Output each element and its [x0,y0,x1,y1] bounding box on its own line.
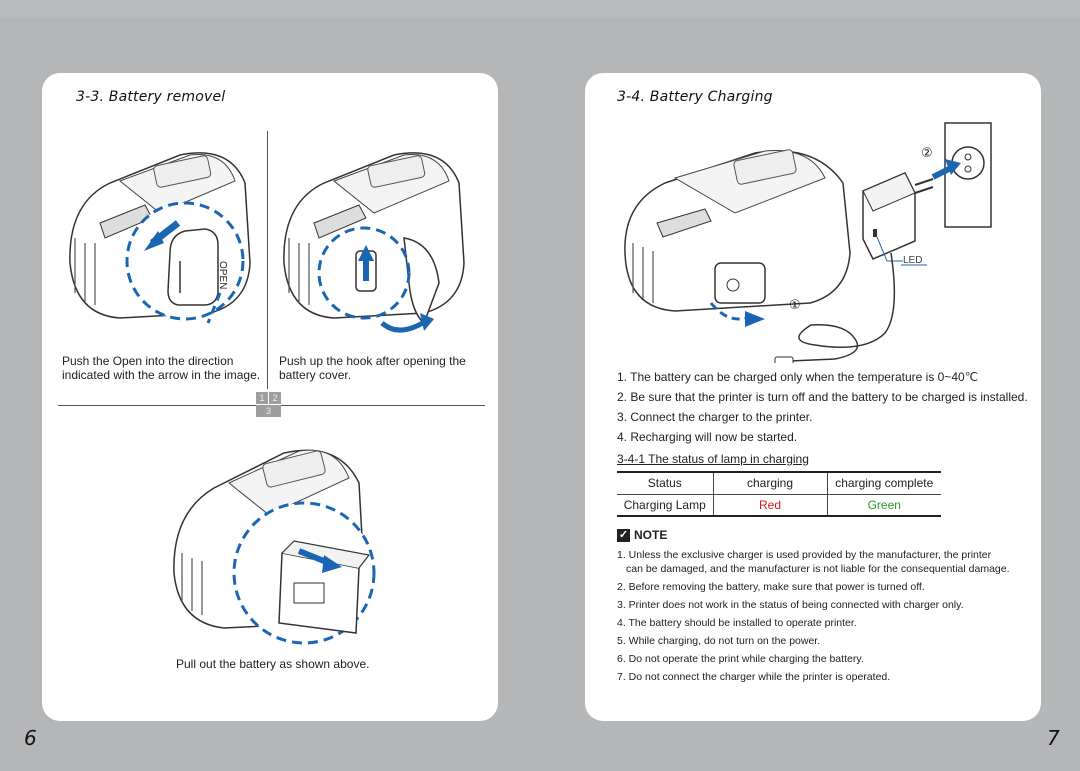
note-item: 3. Printer does not work in the status of being connected with charger only. [617,599,964,611]
charging-step: 1. The battery can be charged only when the temperature is 0~40℃ [617,370,979,384]
note-text-continued: can be damaged, and the manufacturer is not liable for the consequential damage. [626,563,1010,575]
lamp-red-cell: Red [713,494,827,516]
section-title-battery-removal: 3-3. Battery removel [76,89,226,105]
table-header: charging complete [835,476,934,491]
left-page-card [42,73,498,721]
page-number-left: 6 [24,726,37,750]
table-header: Status [617,472,713,494]
step-1: 1 [256,392,268,404]
note-label: NOTE [634,528,668,542]
note-item: 4. The battery should be installed to operate printer. [617,617,857,629]
note-text: 1. Unless the exclusive charger is used provided by the manufacturer, the printer [617,549,992,561]
table-row [617,494,941,516]
open-button-label: OPEN [217,261,228,290]
lamp-status-table [617,471,941,517]
caption-push-open: Push the Open into the direction indicated with the arrow in the image. [62,354,261,382]
checkmark-icon: ✓ [618,528,629,541]
charging-step: 2. Be sure that the printer is turn off and the battery to be charged is installed. [617,390,1028,404]
note-item: 5. While charging, do not turn on the power. [617,635,821,647]
column-divider [267,131,268,389]
table-cell: Charging Lamp [617,494,713,516]
lamp-status-heading: 3-4-1 The status of lamp in charging [617,452,809,466]
callout-charger-port: ① [789,298,801,313]
callout-plug: ② [921,146,933,161]
lamp-green-cell: Green [867,497,901,512]
top-band [0,0,1080,18]
note-item [617,546,1010,576]
caption-push-hook: Push up the hook after opening the battery cover. [279,354,466,382]
note-heading [617,528,667,542]
page-number-right: 7 [1047,726,1060,750]
printer-pull-battery-illustration [164,433,384,653]
section-title-battery-charging: 3-4. Battery Charging [617,89,773,105]
led-label: LED [903,255,923,266]
note-item: 2. Before removing the battery, make sure that power is turned off. [617,581,925,593]
step-indicator [256,392,281,418]
caption-pull-battery: Pull out the battery as shown above. [176,657,370,671]
printer-charging-illustration [615,113,1035,363]
charging-step: 3. Connect the charger to the printer. [617,410,813,424]
printer-push-hook-illustration [274,143,484,343]
notes-list [617,546,1010,686]
right-page-card [585,73,1041,721]
step-2: 2 [269,392,281,404]
charging-step: 4. Recharging will now be started. [617,430,798,444]
note-item: 6. Do not operate the print while charging the battery. [617,653,864,665]
step-3: 3 [256,405,281,417]
printer-open-cover-illustration [60,143,260,333]
charging-steps-list [617,367,1028,447]
table-header: charging [713,472,827,494]
note-item: 7. Do not connect the charger while the printer is operated. [617,671,891,683]
